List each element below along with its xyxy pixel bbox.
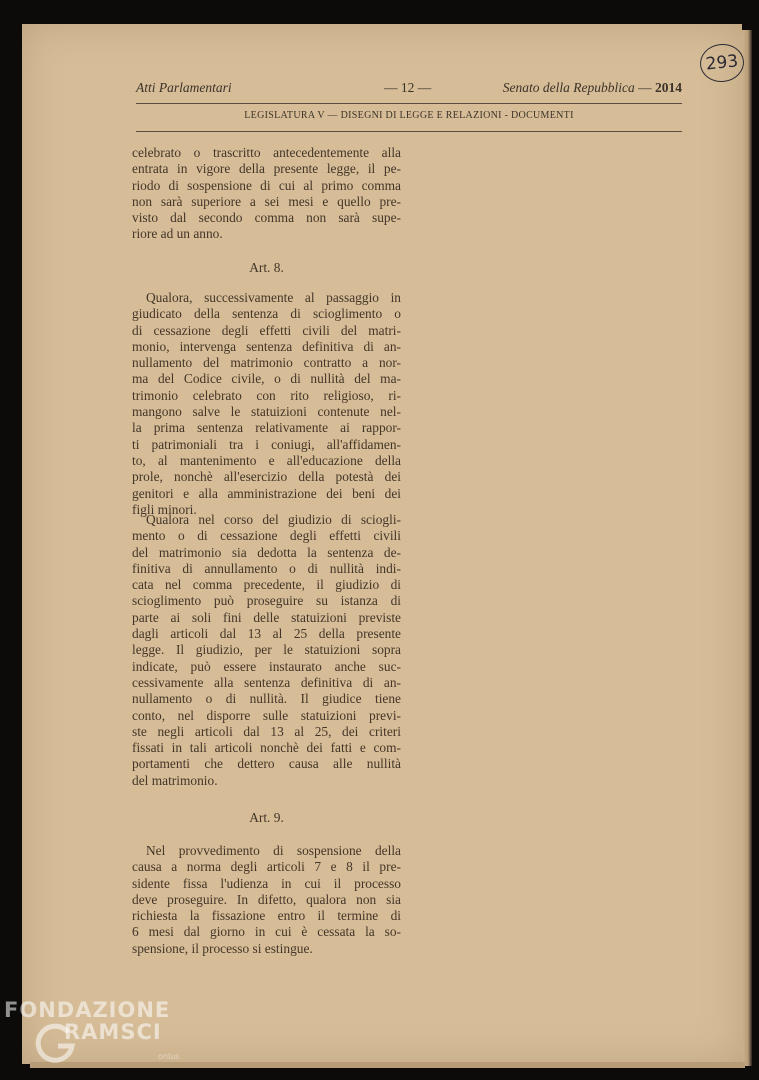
text-line: finitiva di annullamento o di nullità indi- xyxy=(132,560,401,576)
text-line: del matrimonio. xyxy=(132,772,218,788)
text-line: riore ad un anno. xyxy=(132,226,223,242)
text-line: causa a norma degli articoli 7 e 8 il pre- xyxy=(132,859,401,875)
watermark-line-1: FONDAZIONE xyxy=(4,998,171,1022)
text-line: monio, intervenga sentenza definitiva di an- xyxy=(132,338,401,354)
text-line: 6 mesi dal giorno in cui è cessata la so- xyxy=(132,924,401,940)
article-9-title: Art. 9. xyxy=(249,810,284,825)
article-8-title: Art. 8. xyxy=(249,260,284,275)
header-subtitle: LEGISLATURA V — DISEGNI DI LEGGE E RELAZIONI - DOCUMENTI xyxy=(244,110,574,121)
text-line: parte ai soli fini delle statuizioni previste xyxy=(132,609,401,625)
header-right xyxy=(503,80,682,96)
handwritten-page-number: 293 xyxy=(698,42,746,84)
text-line: spensione, il processo si estingue. xyxy=(132,940,313,956)
text-line: non sarà superiore a sei mesi e quello pre- xyxy=(132,193,401,209)
text-line: Qualora, successivamente al passaggio in xyxy=(146,290,401,305)
text-line: la prima sentenza relativamente ai rappor- xyxy=(132,420,401,436)
text-line: legge. Il giudizio, per le statuizioni sopra xyxy=(132,642,401,658)
fondazione-gramsci-watermark xyxy=(4,998,194,1078)
header-rule-top xyxy=(136,103,682,104)
watermark-subtitle: onlus xyxy=(158,1052,180,1061)
text-line: nullamento del matrimonio contratto a nor- xyxy=(132,355,401,371)
text-line: Nel provvedimento di sospensione della xyxy=(146,843,401,858)
text-line: Qualora nel corso del giudizio di sciogli- xyxy=(146,512,401,527)
running-header xyxy=(136,80,682,100)
text-line: entrata in vigore della presente legge, il pe- xyxy=(132,161,401,177)
header-right-separator: — xyxy=(634,80,655,95)
text-line: nullamento o di nullità. Il giudice tiene xyxy=(132,691,401,707)
text-line: celebrato o trascritto antecedentemente alla xyxy=(132,145,401,160)
text-line: richiesta la fissazione entro il termine di xyxy=(132,908,401,924)
text-line: to, al mantenimento e all'educazione della xyxy=(132,452,401,468)
text-line: cessivamente alla sentenza definitiva di an- xyxy=(132,674,401,690)
intro-paragraph xyxy=(132,145,401,243)
text-line: scioglimento può proseguire su istanza di xyxy=(132,593,401,609)
header-right-title: Senato della Repubblica xyxy=(502,80,635,95)
text-line: ti patrimoniali tra i coniugi, all'affidamen- xyxy=(132,436,401,452)
text-line: figli minori. xyxy=(132,501,197,517)
text-line: deve proseguire. In difetto, qualora non sia xyxy=(132,891,401,907)
text-line: dagli articoli dal 13 al 25 della presente xyxy=(132,626,401,642)
article-8-paragraph-2 xyxy=(132,512,401,789)
header-rule-bottom xyxy=(136,131,682,132)
text-line: cata nel comma precedente, il giudizio di xyxy=(132,577,401,593)
header-right-number: 2014 xyxy=(655,80,682,95)
text-line: prole, nonchè all'esercizio della potestà dei xyxy=(132,469,401,485)
header-left: Atti Parlamentari xyxy=(136,80,232,95)
text-line: indicate, può essere instaurato anche suc- xyxy=(132,658,401,674)
text-line: riodo di sospensione di cui al primo comma xyxy=(132,177,401,193)
text-line: visto dal secondo comma non sarà supe- xyxy=(132,210,401,226)
article-9-paragraph-1 xyxy=(132,843,401,957)
text-line: portamenti che dettero causa alle nullità xyxy=(132,756,401,772)
text-line: fissati in tali articoli nonchè dei fatti e com- xyxy=(132,740,401,756)
article-8-paragraph-1 xyxy=(132,290,401,518)
text-line: ste negli articoli dal 13 al 25, dei criteri xyxy=(132,723,401,739)
page-edge xyxy=(742,30,752,1066)
text-line: mangono salve le statuizioni contenute nel- xyxy=(132,404,401,420)
text-line: di cessazione degli effetti civili del matri- xyxy=(132,322,401,338)
text-line: trimonio celebrato con rito religioso, ri- xyxy=(132,387,401,403)
text-line: del matrimonio sia dedotta la sentenza de- xyxy=(132,544,401,560)
text-line: giudicato della sentenza di scioglimento o xyxy=(132,306,401,322)
text-line: genitori e alla amministrazione dei beni dei xyxy=(132,485,401,501)
header-page-number: — 12 — xyxy=(384,80,432,95)
text-line: mento o di cessazione degli effetti civili xyxy=(132,528,401,544)
text-line: conto, nel disporre sulle statuizioni previ- xyxy=(132,707,401,723)
watermark-line-2: RAMSCI xyxy=(64,1020,162,1044)
text-line: sidente fissa l'udienza in cui il processo xyxy=(132,875,401,891)
text-line: ma del Codice civile, o di nullità del ma- xyxy=(132,371,401,387)
